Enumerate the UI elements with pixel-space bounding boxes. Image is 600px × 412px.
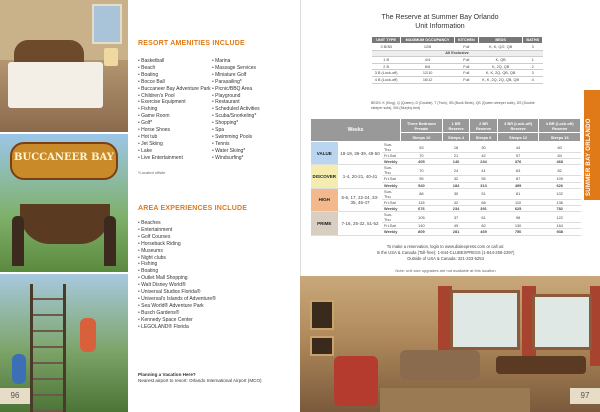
price-cell: 84 [539, 153, 581, 159]
table-row [372, 70, 543, 77]
list-item: • Fishing [138, 106, 218, 113]
list-item: • Walt Disney World® [138, 282, 288, 289]
list-item: • Golf Courses [138, 234, 288, 241]
table-cell: K, K, 2Q, QB, QB [478, 70, 523, 77]
price-cell: 281 [442, 229, 470, 235]
table-cell: 1 B [372, 57, 401, 64]
table-row [311, 212, 581, 223]
table-row [372, 76, 543, 83]
season-label: DISCOVER [311, 165, 339, 188]
list-item: • Jet Skiing [138, 141, 218, 148]
price-cell: 376 [497, 159, 539, 165]
price-cell: 63 [497, 165, 539, 176]
list-item: • Beaches [138, 220, 288, 227]
table-cell: Full [454, 63, 478, 70]
sleeps-header: Sleeps 12 [497, 133, 539, 142]
price-cell: 37 [442, 212, 470, 223]
price-cell: 130 [497, 223, 539, 229]
area-experiences-list [138, 220, 288, 331]
list-item: • Busch Gardens® [138, 310, 288, 317]
reservation-line: To make a reservation, login to www.dialexpress.com or call us: [386, 244, 505, 249]
price-cell: 42 [442, 199, 470, 205]
price-cell: 51 [470, 188, 498, 199]
reservation-line: Outside of USA & Canada: 321-233-5253 [407, 256, 484, 261]
price-cell: 98 [497, 212, 539, 223]
table-cell: 12/8 [401, 44, 455, 51]
season-weeks: 7-16, 25-32, 51-52 [338, 212, 382, 235]
amenities-footnote: *Located offsite [138, 170, 166, 175]
resort-subtitle: Unit Information [415, 22, 465, 30]
page-number-right: 97 [570, 388, 600, 404]
price-cell: 88 [401, 188, 443, 199]
price-cell: 60 [539, 142, 581, 153]
planning-text: Nearest airport to resort: Orlando International Airport (MCO) [138, 378, 262, 383]
price-cell: 42 [470, 153, 498, 159]
price-cell: 313 [470, 182, 498, 188]
rate-type: Fri-Sat [382, 223, 401, 229]
list-item: • Beach [138, 65, 218, 72]
season-weeks: 18-19, 36-39, 48-50 [338, 142, 382, 165]
price-cell: 57 [497, 153, 539, 159]
sleeps-header: Sleeps 10 [401, 133, 443, 142]
table-cell: 3 [523, 44, 543, 51]
list-item: • Universal's Islands of Adventure® [138, 296, 288, 303]
list-item: • Night clubs [138, 255, 288, 262]
list-item: • Parasailing* [212, 79, 296, 86]
table-cell: 4 B (Lock-off) [372, 76, 401, 83]
table-cell: 12/10 [401, 70, 455, 77]
price-cell: 95 [401, 176, 443, 182]
price-cell: 55 [470, 176, 498, 182]
price-cell: 234 [442, 205, 470, 211]
table-row [311, 165, 581, 176]
reservation-line: In the USA & Canada (Toll-free): 1-844-CLUBEXPRESS (1-844-258-2397) [376, 250, 515, 255]
list-item: • Museums [138, 248, 288, 255]
resort-title-block [310, 14, 570, 31]
list-item: • Children's Pool [138, 93, 218, 100]
price-cell: 82 [470, 223, 498, 229]
price-cell: 140 [442, 159, 470, 165]
unit-table-header: BATHS [523, 37, 543, 44]
price-cell: 61 [470, 212, 498, 223]
price-chart-table [310, 118, 581, 236]
price-cell: 938 [539, 229, 581, 235]
unit-table-header: BEDS [478, 37, 523, 44]
season-label: PRIME [311, 212, 339, 235]
table-cell: K, 2Q, QB [478, 63, 523, 70]
price-cell: 499 [497, 182, 539, 188]
price-cell: 405 [401, 159, 443, 165]
table-cell: Full [454, 44, 478, 51]
resort-title: The Reserve at Summer Bay Orlando [381, 14, 499, 21]
price-cell: 68 [470, 199, 498, 205]
list-item: • Horse Shoes [138, 127, 218, 134]
sleeps-header: Sleeps 16 [539, 133, 581, 142]
unit-price-header: Three Bedroom Presale [401, 119, 443, 133]
price-cell: 82 [539, 165, 581, 176]
list-item: • Bocce Ball [138, 79, 218, 86]
rate-type: Sun-Thu [382, 142, 401, 153]
table-cell: 2 B [372, 63, 401, 70]
list-item: • Live Entertainment [138, 155, 218, 162]
list-item: • Fishing [138, 261, 288, 268]
table-cell: K, QB [478, 57, 523, 64]
price-cell: 70 [401, 153, 443, 159]
price-cell: 87 [497, 176, 539, 182]
price-cell: 750 [497, 229, 539, 235]
table-cell: Full [454, 76, 478, 83]
price-cell: 102 [539, 188, 581, 199]
price-cell: 626 [539, 182, 581, 188]
unit-table-header: UNIT TYPE [372, 37, 401, 44]
price-cell: 18 [442, 142, 470, 153]
table-cell: 3 B/3B [372, 44, 401, 51]
unit-information-table [371, 36, 543, 84]
amenities-list-col1 [138, 58, 218, 162]
planning-info [138, 372, 298, 384]
rate-type: Weekly [382, 205, 401, 211]
list-item: • Buccaneer Bay Adventure Park [138, 86, 218, 93]
price-cell: 110 [497, 199, 539, 205]
table-cell: 3 [523, 70, 543, 77]
table-cell: 1 [523, 57, 543, 64]
list-item: • Scheduled Activities [212, 106, 296, 113]
list-item: • Entertainment [138, 227, 288, 234]
price-cell: 105 [401, 212, 443, 223]
rate-type: Weekly [382, 182, 401, 188]
price-cell: 118 [401, 199, 443, 205]
table-cell: 3 B (Lock-off) [372, 70, 401, 77]
list-item: • Spa [212, 127, 296, 134]
list-item: • Playground [212, 93, 296, 100]
price-cell: 234 [470, 159, 498, 165]
price-cell: 164 [539, 223, 581, 229]
table-section-row [372, 50, 543, 57]
rate-type: Sun-Thu [382, 188, 401, 199]
list-item: • Boating [138, 72, 218, 79]
season-label: HIGH [311, 188, 339, 211]
list-item: • Windsurfing* [212, 155, 296, 162]
price-cell: 49 [442, 223, 470, 229]
buccaneer-bay-photo [0, 134, 128, 272]
price-cell: 81 [497, 188, 539, 199]
unit-price-header: 2 BR Reserve [470, 119, 498, 133]
table-row [311, 188, 581, 199]
table-cell: K, K, Q/2, QB [478, 44, 523, 51]
rate-type: Fri-Sat [382, 153, 401, 159]
table-cell: Full [454, 57, 478, 64]
season-label: VALUE [311, 142, 339, 165]
list-item: • Swimming Pools [212, 134, 296, 141]
list-item: • Horseback Riding [138, 241, 288, 248]
sleeps-header: Sleeps 4 [442, 133, 470, 142]
list-item: • Marina [212, 58, 296, 65]
list-item: • Tennis [212, 141, 296, 148]
list-item: • Picnic/BBQ Area [212, 86, 296, 93]
price-cell: 540 [401, 182, 443, 188]
rate-type: Fri-Sat [382, 199, 401, 205]
table-row [372, 63, 543, 70]
table-row [372, 57, 543, 64]
side-tab [584, 90, 600, 200]
list-item: • Scuba/Snorkeling* [212, 113, 296, 120]
beds-key: BEDS: K (King), Q (Queen), D (Double), T (Twin), SB (Bunk Beds), QS (Queen sleeper sofa), DS (Double sleeper sofa), SM (Murphy bed) [371, 101, 535, 110]
page-number-left: 96 [0, 388, 30, 404]
price-cell: 782 [539, 205, 581, 211]
table-cell: 2 [523, 63, 543, 70]
price-cell: 32 [442, 176, 470, 182]
price-cell: 468 [539, 159, 581, 165]
amenities-list-col2 [212, 58, 296, 162]
price-cell: 53 [401, 142, 443, 153]
rate-type: Sun-Thu [382, 165, 401, 176]
unit-price-header: 3 BR (Lock-off) Reserve [497, 119, 539, 133]
sleeps-header: Sleeps 6 [470, 133, 498, 142]
price-cell: 122 [539, 212, 581, 223]
table-cell: K, K, 2Q, 2Q, QB, QB [478, 76, 523, 83]
list-item: • Shopping* [212, 120, 296, 127]
table-row [372, 44, 543, 51]
section-label: All Exclusive [372, 50, 543, 57]
price-cell: 109 [539, 176, 581, 182]
list-item: • Sea World® Adventure Park [138, 303, 288, 310]
list-item: • Massage Services [212, 65, 296, 72]
season-weeks: 1-4, 20-21, 40-41 [338, 165, 382, 188]
price-cell: 809 [401, 229, 443, 235]
price-cell: 184 [442, 182, 470, 188]
list-item: • LEGOLAND® Florida [138, 324, 288, 331]
unit-table-header: KITCHEN [454, 37, 478, 44]
table-cell: Full [454, 70, 478, 77]
side-tab-label: SUMMER BAY ORLANDO [586, 118, 592, 196]
table-cell: 4/4 [401, 57, 455, 64]
list-item: • Exercise Equipment [138, 99, 218, 106]
list-item: • Basketball [138, 58, 218, 65]
weeks-header: Weeks [311, 119, 401, 142]
reservation-info [310, 244, 581, 262]
price-cell: 41 [470, 165, 498, 176]
unit-price-header: 4 BR (Lock-off) Reserve [539, 119, 581, 133]
list-item: • Outlet Mall Shopping [138, 275, 288, 282]
area-experiences-title: AREA EXPERIENCES INCLUDE [138, 205, 248, 212]
price-cell: 140 [401, 223, 443, 229]
rate-type: Weekly [382, 159, 401, 165]
price-cell: 44 [497, 142, 539, 153]
rate-type: Sun-Thu [382, 212, 401, 223]
unit-table-header: MAXIMUM OCCUPANCY [401, 37, 455, 44]
season-weeks: 5-6, 17, 22-24, 33-35, 46-47 [338, 188, 382, 211]
price-cell: 24 [442, 165, 470, 176]
price-cell: 30 [442, 188, 470, 199]
table-cell: 4 [523, 76, 543, 83]
buccaneer-bay-sign-text: BUCCANEER BAY [14, 152, 114, 163]
price-cell: 676 [401, 205, 443, 211]
list-item: • Hot tub [138, 134, 218, 141]
price-cell: 136 [539, 199, 581, 205]
list-item: • Game Room [138, 113, 218, 120]
price-cell: 625 [497, 205, 539, 211]
price-cell: 469 [470, 229, 498, 235]
list-item: • Lake [138, 148, 218, 155]
price-cell: 30 [470, 142, 498, 153]
list-item: • Universal Studios Florida® [138, 289, 288, 296]
price-cell: 21 [442, 153, 470, 159]
living-room-photo [300, 276, 600, 412]
price-cell: 70 [401, 165, 443, 176]
list-item: • Water Skiing* [212, 148, 296, 155]
rate-type: Fri-Sat [382, 176, 401, 182]
table-cell: 8/6 [401, 63, 455, 70]
upgrade-note: Note: unit size upgrades are not available at this location [395, 268, 496, 273]
list-item: • Restaurant [212, 99, 296, 106]
list-item: • Golf* [138, 120, 218, 127]
unit-price-header: 1 BR Reserve [442, 119, 470, 133]
list-item: • Kennedy Space Center [138, 317, 288, 324]
table-cell: 16/12 [401, 76, 455, 83]
amenities-title: RESORT AMENITIES INCLUDE [138, 40, 245, 47]
list-item: • Boating [138, 268, 288, 275]
price-cell: 391 [470, 205, 498, 211]
bedroom-photo [0, 0, 128, 132]
planning-title: Planning a Vacation Here? [138, 372, 196, 377]
rate-type: Weekly [382, 229, 401, 235]
list-item: • Miniature Golf [212, 72, 296, 79]
table-row [311, 142, 581, 153]
